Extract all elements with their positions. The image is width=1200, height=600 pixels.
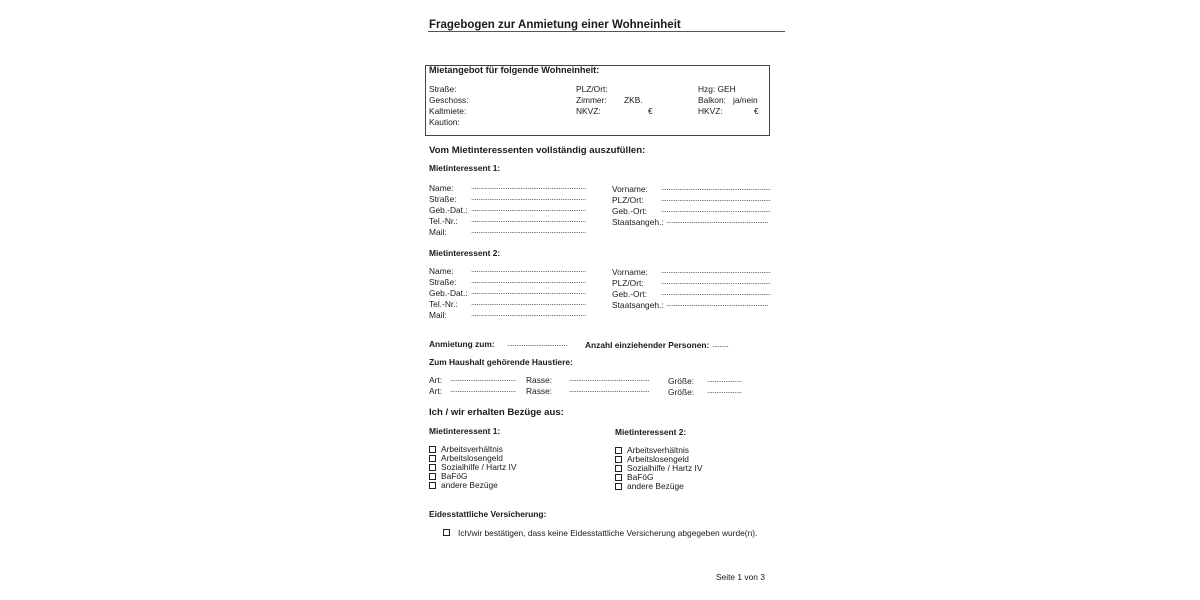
income2-checkbox-arbeitsverhaeltnis[interactable]: [615, 447, 622, 454]
applicant1-gebdat-label: Geb.-Dat.:: [429, 205, 468, 215]
applicant1-staatsangeh-field[interactable]: ........................................................: [666, 216, 769, 225]
applicant2-name-field[interactable]: ...............................................................: [471, 265, 586, 274]
applicant1-tel-label: Tel.-Nr.:: [429, 216, 458, 226]
offer-plz-ort-label: PLZ/Ort:: [576, 84, 608, 94]
income2-option-label: Arbeitsverhältnis: [627, 445, 689, 455]
income2-option-label: andere Bezüge: [627, 481, 684, 491]
applicant2-tel-label: Tel.-Nr.:: [429, 299, 458, 309]
applicant1-gebort-field[interactable]: ............................................................: [661, 205, 771, 214]
applicant2-staatsangeh-label: Staatsangeh.:: [612, 300, 664, 310]
offer-zkb-label: ZKB.: [624, 95, 643, 105]
pet1-rasse-label: Rasse:: [526, 375, 553, 385]
applicant1-staatsangeh-label: Staatsangeh.:: [612, 217, 664, 227]
applicant1-strasse-label: Straße:: [429, 194, 457, 204]
pet1-groesse-label: Größe:: [668, 376, 695, 386]
offer-hkvz-label: HKVZ:: [698, 106, 723, 116]
income-col1-heading: Mietinteressent 1:: [429, 426, 501, 436]
page-number: Seite 1 von 3: [716, 572, 765, 582]
applicant1-vorname-field[interactable]: ............................................................: [661, 183, 771, 192]
offer-kaltmiete-label: Kaltmiete:: [429, 106, 467, 116]
applicant2-vorname-label: Vorname:: [612, 267, 648, 277]
pet1-groesse-field[interactable]: ...................: [707, 375, 742, 384]
offer-geschoss-label: Geschoss:: [429, 95, 469, 105]
pet1-rasse-field[interactable]: ............................................: [569, 374, 650, 383]
offer-kaution-label: Kaution:: [429, 117, 460, 127]
applicant1-heading: Mietinteressent 1:: [429, 163, 501, 173]
applicant1-gebdat-field[interactable]: ...............................................................: [471, 204, 586, 213]
affidavit-text: Ich/wir bestätigen, dass keine Eidesstattliche Versicherung abgegeben wurde(n).: [458, 528, 758, 538]
applicant2-tel-field[interactable]: ...............................................................: [471, 298, 586, 307]
affidavit-checkbox[interactable]: [443, 529, 450, 536]
pet2-rasse-label: Rasse:: [526, 386, 553, 396]
applicant2-heading: Mietinteressent 2:: [429, 248, 501, 258]
page-title: Fragebogen zur Anmietung einer Wohneinheit: [429, 19, 681, 31]
applicant2-strasse-field[interactable]: ...............................................................: [471, 276, 586, 285]
applicant1-plzort-field[interactable]: ............................................................: [661, 194, 771, 203]
pet2-art-field[interactable]: ....................................: [450, 385, 516, 394]
income-col2-heading: Mietinteressent 2:: [615, 427, 687, 437]
applicant2-mail-label: Mail:: [429, 310, 447, 320]
income1-option-label: Arbeitsverhältnis: [441, 444, 503, 454]
applicant2-strasse-label: Straße:: [429, 277, 457, 287]
income1-checkbox-arbeitsverhaeltnis[interactable]: [429, 446, 436, 453]
applicant1-vorname-label: Vorname:: [612, 184, 648, 194]
pet1-art-field[interactable]: ....................................: [450, 374, 516, 383]
offer-hkvz-currency: €: [754, 106, 759, 116]
income1-checkbox-arbeitslosengeld[interactable]: [429, 455, 436, 462]
income2-checkbox-bafoeg[interactable]: [615, 474, 622, 481]
applicant1-plzort-label: PLZ/Ort:: [612, 195, 644, 205]
offer-balkon-value: ja/nein: [733, 95, 758, 105]
applicant1-name-label: Name:: [429, 183, 454, 193]
applicant1-mail-label: Mail:: [429, 227, 447, 237]
pet2-groesse-label: Größe:: [668, 387, 695, 397]
applicant2-gebort-field[interactable]: ............................................................: [661, 288, 771, 297]
income1-checkbox-bafoeg[interactable]: [429, 473, 436, 480]
offer-zimmer-label: Zimmer:: [576, 95, 607, 105]
income1-option-label: Arbeitslosengeld: [441, 453, 503, 463]
offer-balkon-label: Balkon:: [698, 95, 726, 105]
income1-option-label: Sozialhilfe / Hartz IV: [441, 462, 517, 472]
applicant1-name-field[interactable]: ...............................................................: [471, 182, 586, 191]
pet2-rasse-field[interactable]: ............................................: [569, 385, 650, 394]
offer-heading: Mietangebot für folgende Wohneinheit:: [429, 65, 600, 75]
applicant2-gebdat-label: Geb.-Dat.:: [429, 288, 468, 298]
applicant1-strasse-field[interactable]: ...............................................................: [471, 193, 586, 202]
applicant2-plzort-label: PLZ/Ort:: [612, 278, 644, 288]
applicant1-mail-field[interactable]: ...............................................................: [471, 226, 586, 235]
income2-checkbox-sozialhilfe[interactable]: [615, 465, 622, 472]
applicants-heading: Vom Mietinteressenten vollständig auszufüllen:: [429, 145, 646, 156]
income2-checkbox-arbeitslosengeld[interactable]: [615, 456, 622, 463]
income1-option-label: BaFöG: [441, 471, 468, 481]
income1-option-label: andere Bezüge: [441, 480, 498, 490]
applicant2-mail-field[interactable]: ...............................................................: [471, 309, 586, 318]
applicant2-gebdat-field[interactable]: ...............................................................: [471, 287, 586, 296]
pet1-art-label: Art:: [429, 375, 443, 385]
income2-option-label: Sozialhilfe / Hartz IV: [627, 463, 703, 473]
anmietung-label: Anmietung zum:: [429, 339, 495, 349]
income1-checkbox-sozialhilfe[interactable]: [429, 464, 436, 471]
pet2-art-label: Art:: [429, 386, 443, 396]
income2-checkbox-andere[interactable]: [615, 483, 622, 490]
title-underline: [428, 31, 785, 32]
offer-hzg-label: Hzg: GEH: [698, 84, 736, 94]
pet2-groesse-field[interactable]: ...................: [707, 386, 742, 395]
applicant2-name-label: Name:: [429, 266, 454, 276]
applicant2-vorname-field[interactable]: ............................................................: [661, 266, 771, 275]
income-heading: Ich / wir erhalten Bezüge aus:: [429, 407, 564, 418]
pets-heading: Zum Haushalt gehörende Haustiere:: [429, 357, 573, 367]
offer-strasse-label: Straße:: [429, 84, 457, 94]
income2-option-label: BaFöG: [627, 472, 654, 482]
affidavit-heading: Eidesstattliche Versicherung:: [429, 509, 547, 519]
personen-field[interactable]: .........: [712, 340, 729, 349]
applicant1-gebort-label: Geb.-Ort:: [612, 206, 647, 216]
personen-label: Anzahl einziehender Personen:: [585, 340, 710, 350]
anmietung-field[interactable]: .................................: [507, 339, 568, 348]
income1-checkbox-andere[interactable]: [429, 482, 436, 489]
offer-nkvz-currency: €: [648, 106, 653, 116]
applicant1-tel-field[interactable]: ...............................................................: [471, 215, 586, 224]
applicant2-plzort-field[interactable]: ............................................................: [661, 277, 771, 286]
offer-nkvz-label: NKVZ:: [576, 106, 601, 116]
income2-option-label: Arbeitslosengeld: [627, 454, 689, 464]
applicant2-staatsangeh-field[interactable]: ........................................................: [666, 299, 769, 308]
applicant2-gebort-label: Geb.-Ort:: [612, 289, 647, 299]
